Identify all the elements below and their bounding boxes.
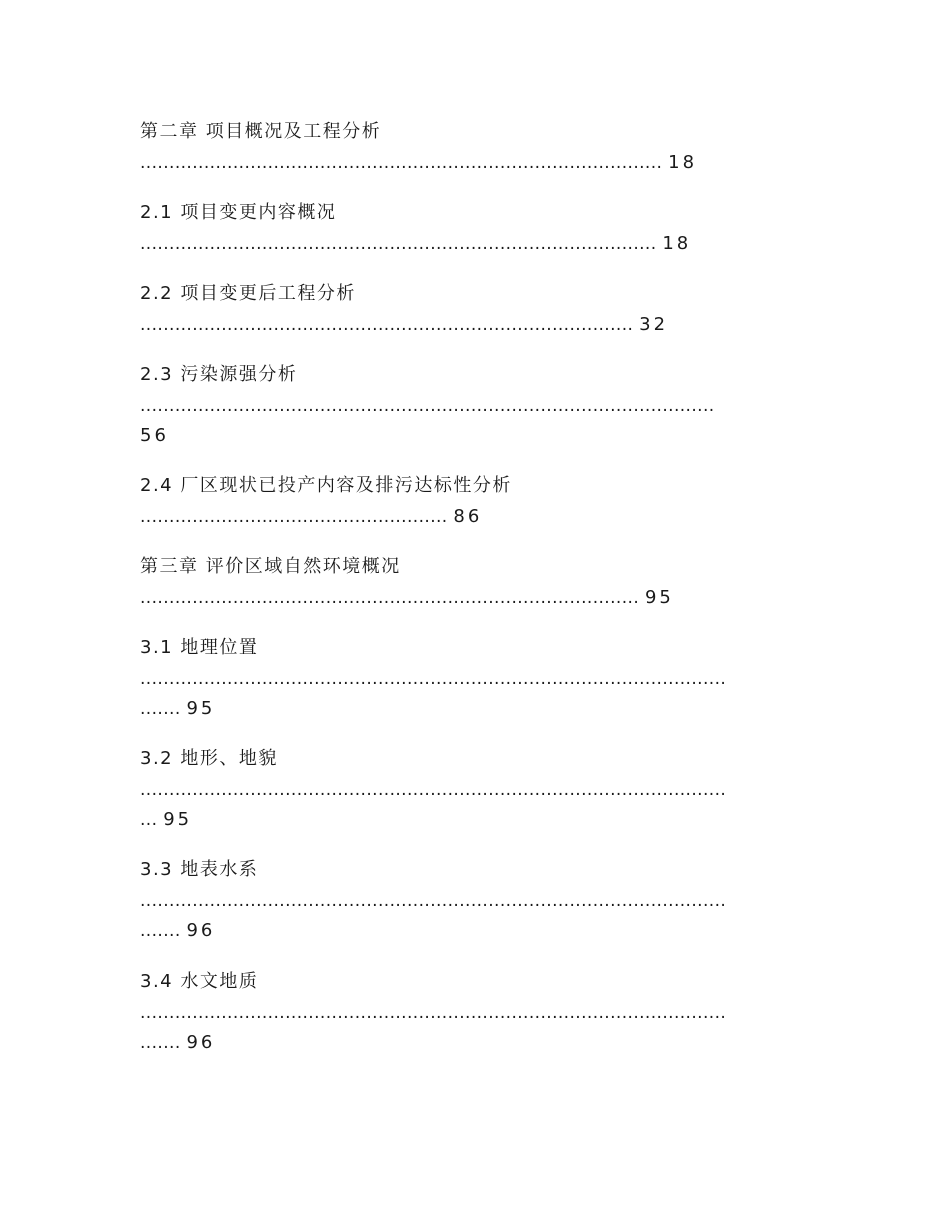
- toc-page-number: 95: [186, 698, 216, 719]
- toc-dot-leader: .......: [140, 699, 181, 719]
- toc-entry-leader: [140, 151, 697, 175]
- toc-dot-leader: .....................................................................................: [140, 315, 634, 335]
- toc-dot-leader: .....................................................................................................: [140, 1003, 727, 1023]
- toc-dot-leader: .....................................................................................................: [140, 891, 727, 911]
- toc-entry-title: 3.3 地表水系: [140, 859, 259, 880]
- toc-entry-leader: [140, 778, 726, 802]
- toc-page-number: 18: [668, 152, 698, 173]
- toc-entry-leader-continued: [140, 1031, 215, 1055]
- toc-page-number: 32: [639, 314, 669, 335]
- toc-entry-title: 3.2 地形、地貌: [140, 748, 278, 769]
- toc-entry-leader: [140, 394, 715, 418]
- toc-entry-title: 2.4 厂区现状已投产内容及排污达标性分析: [140, 475, 512, 496]
- toc-page-number: 95: [644, 587, 674, 608]
- toc-dot-leader: .........................................................................................: [140, 234, 657, 254]
- toc-page-number: 18: [662, 233, 692, 254]
- toc-page-number: 96: [186, 920, 216, 941]
- toc-dot-leader: ...: [140, 810, 158, 830]
- toc-dot-leader: .....................................................: [140, 507, 448, 527]
- toc-entry-leader: [140, 505, 482, 529]
- toc-dot-leader: .......: [140, 1033, 181, 1053]
- toc-entry-title: 第三章 评价区域自然环境概况: [140, 556, 401, 577]
- toc-entry-leader-continued: [140, 424, 169, 448]
- toc-page-number: 86: [453, 506, 483, 527]
- toc-dot-leader: .....................................................................................................: [140, 780, 727, 800]
- toc-entry-leader-continued: [140, 919, 215, 943]
- toc-entry-leader-continued: [140, 808, 192, 832]
- toc-entry-leader: [140, 313, 668, 337]
- toc-entry-title: 第二章 项目概况及工程分析: [140, 121, 382, 142]
- toc-entry-leader: [140, 232, 691, 256]
- toc-dot-leader: .......: [140, 921, 181, 941]
- toc-entry-leader: [140, 1001, 726, 1025]
- toc-entry-leader: [140, 667, 726, 691]
- toc-page-number: 95: [163, 809, 193, 830]
- toc-page-number: 96: [186, 1032, 216, 1053]
- toc-dot-leader: ...................................................................................................: [140, 396, 715, 416]
- toc-entry-leader: [140, 889, 726, 913]
- toc-dot-leader: .....................................................................................................: [140, 669, 727, 689]
- toc-dot-leader: ......................................................................................: [140, 588, 640, 608]
- toc-entry-title: 2.2 项目变更后工程分析: [140, 283, 356, 304]
- toc-entry-title: 2.3 污染源强分析: [140, 364, 298, 385]
- toc-dot-leader: ..........................................................................................: [140, 153, 663, 173]
- toc-entry-title: 3.1 地理位置: [140, 637, 259, 658]
- toc-entry-leader: [140, 586, 674, 610]
- toc-entry-title: 2.1 项目变更内容概况: [140, 202, 337, 223]
- toc-page-number: 56: [140, 425, 169, 446]
- toc-entry-leader-continued: [140, 697, 215, 721]
- toc-entry-title: 3.4 水文地质: [140, 971, 259, 992]
